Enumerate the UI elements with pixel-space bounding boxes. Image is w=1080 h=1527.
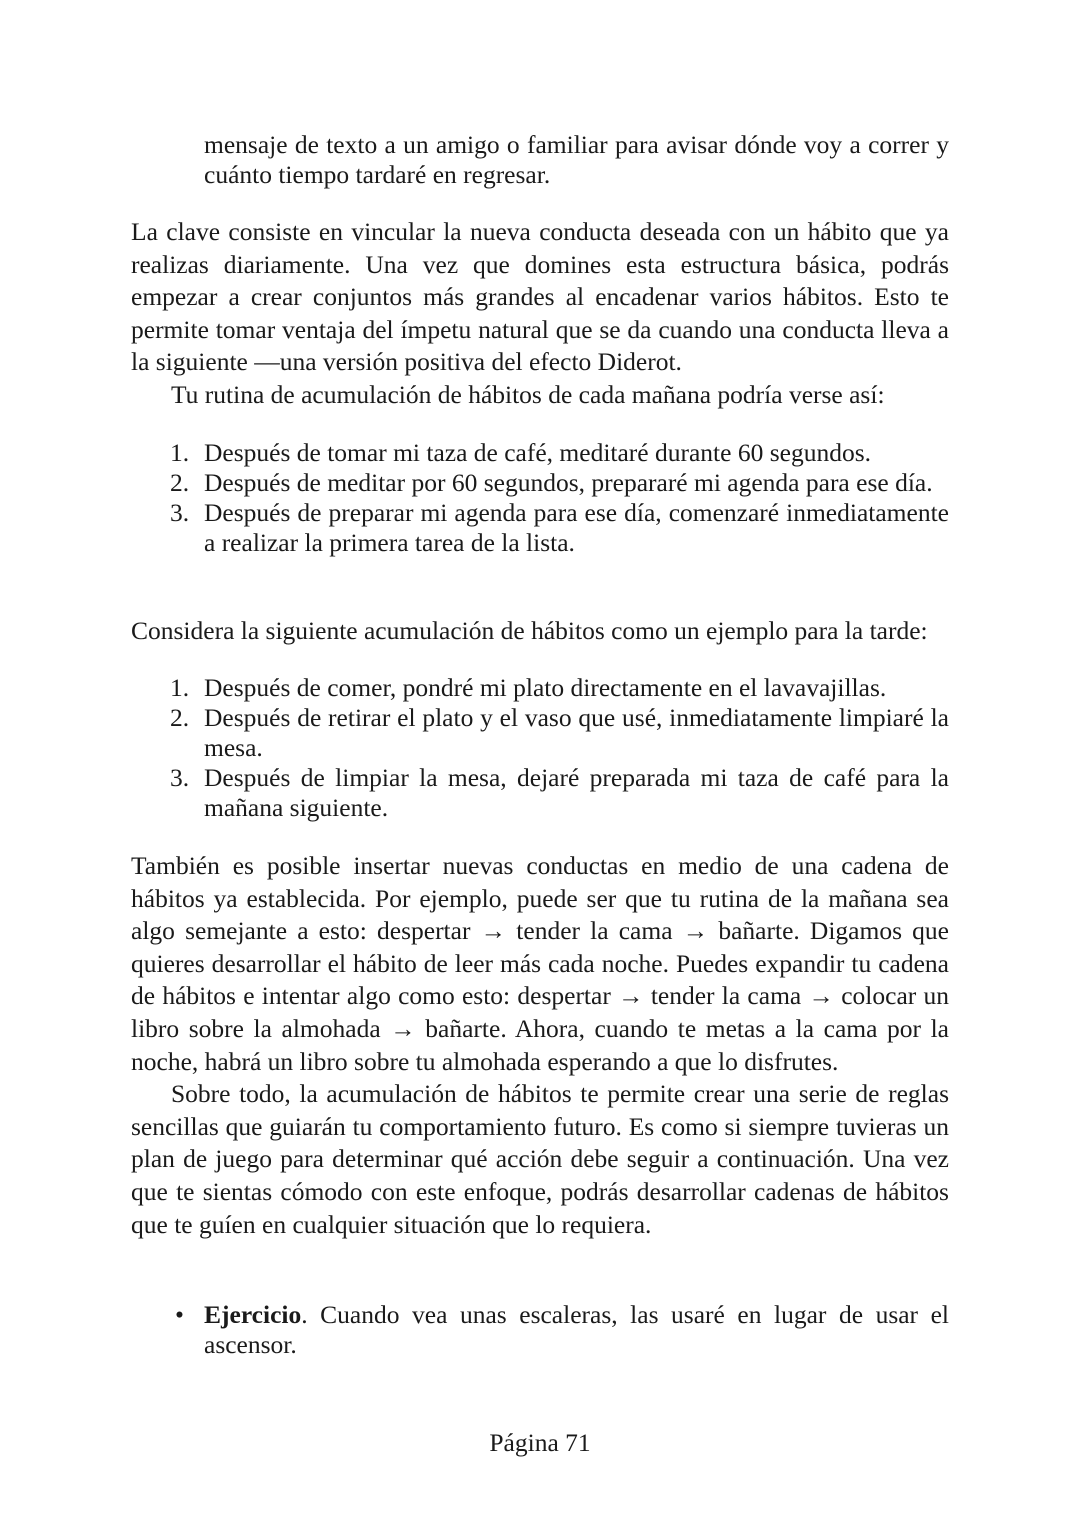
afternoon-habit-list bbox=[131, 673, 949, 823]
paragraph: También es posible insertar nuevas conductas en medio de una cadena de hábitos ya establecida. Por ejemplo, puede ser que tu rutina de la mañana sea algo semejante a esto: despertar → tender la cama → bañarte. Digamos que quieres desarrollar el hábito de leer más cada noche. Puedes expandir tu cadena de hábitos e intentar algo como esto: despertar → tender la cama → colocar un libro sobre la almohada → bañarte. Ahora, cuando te metas a la cama por la noche, habrá un libro sobre tu almohada esperando a que lo disfrutes. bbox=[131, 851, 949, 1076]
paragraph: La clave consiste en vincular la nueva conducta deseada con un hábito que ya realizas diariamente. Una vez que domines esta estructura básica, podrás empezar a crear conjuntos más grandes al encadenar varios hábitos. Esto te permite tomar ventaja del ímpetu natural que se da cuando una conducta lleva a la siguiente —una versión positiva del efecto Diderot. bbox=[131, 217, 949, 377]
list-item-text: Después de preparar mi agenda para ese día, comenzaré inmediatamente a realizar la primera tarea de la lista. bbox=[204, 498, 949, 557]
list-item bbox=[131, 468, 949, 498]
list-item-text: Después de retirar el plato y el vaso que usé, inmediatamente limpiaré la mesa. bbox=[204, 703, 949, 762]
paragraph: Tu rutina de acumulación de hábitos de cada mañana podría verse así: bbox=[171, 379, 885, 409]
list-item bbox=[131, 1300, 949, 1360]
list-item-text: Después de comer, pondré mi plato directamente en el lavavajillas. bbox=[204, 673, 887, 702]
continuation-text: mensaje de texto a un amigo o familiar para avisar dónde voy a correr y cuánto tiempo tardaré en regresar. bbox=[204, 130, 949, 189]
body-section-1 bbox=[131, 216, 949, 412]
list-number: 2. bbox=[170, 468, 190, 497]
list-item bbox=[131, 438, 949, 468]
list-number: 1. bbox=[170, 438, 190, 467]
morning-habit-list bbox=[131, 438, 949, 558]
list-item-text: Después de meditar por 60 segundos, prepararé mi agenda para ese día. bbox=[204, 468, 933, 497]
list-item bbox=[131, 763, 949, 823]
list-number: 2. bbox=[170, 703, 190, 732]
list-number: 3. bbox=[170, 498, 190, 527]
list-item-text: . Cuando vea unas escaleras, las usaré en lugar de usar el ascensor. bbox=[204, 1300, 949, 1359]
list-item bbox=[131, 673, 949, 703]
body-section-3 bbox=[131, 850, 949, 1241]
list-item-continuation bbox=[204, 130, 949, 190]
bullet-icon: • bbox=[175, 1300, 184, 1329]
body-section-2 bbox=[131, 615, 949, 648]
list-item-text: Después de limpiar la mesa, dejaré preparada mi taza de café para la mañana siguiente. bbox=[204, 763, 949, 822]
list-number: 3. bbox=[170, 763, 190, 792]
page-number: Página 71 bbox=[489, 1428, 591, 1457]
list-item bbox=[131, 703, 949, 763]
list-number: 1. bbox=[170, 673, 190, 702]
list-item bbox=[131, 498, 949, 558]
paragraph: Sobre todo, la acumulación de hábitos te permite crear una serie de reglas sencillas que guiarán tu comportamiento futuro. Es como si siempre tuvieras un plan de juego para determinar qué acción debe seguir a continuación. Una vez que te sientas cómodo con este enfoque, podrás desarrollar cadenas de hábitos que te guíen en cualquier situación que lo requiera. bbox=[131, 1079, 949, 1239]
bullet-label: Ejercicio bbox=[204, 1300, 302, 1329]
example-bullet-list bbox=[131, 1300, 949, 1360]
list-item-text: Después de tomar mi taza de café, meditaré durante 60 segundos. bbox=[204, 438, 871, 467]
paragraph: Considera la siguiente acumulación de hábitos como un ejemplo para la tarde: bbox=[131, 616, 928, 645]
